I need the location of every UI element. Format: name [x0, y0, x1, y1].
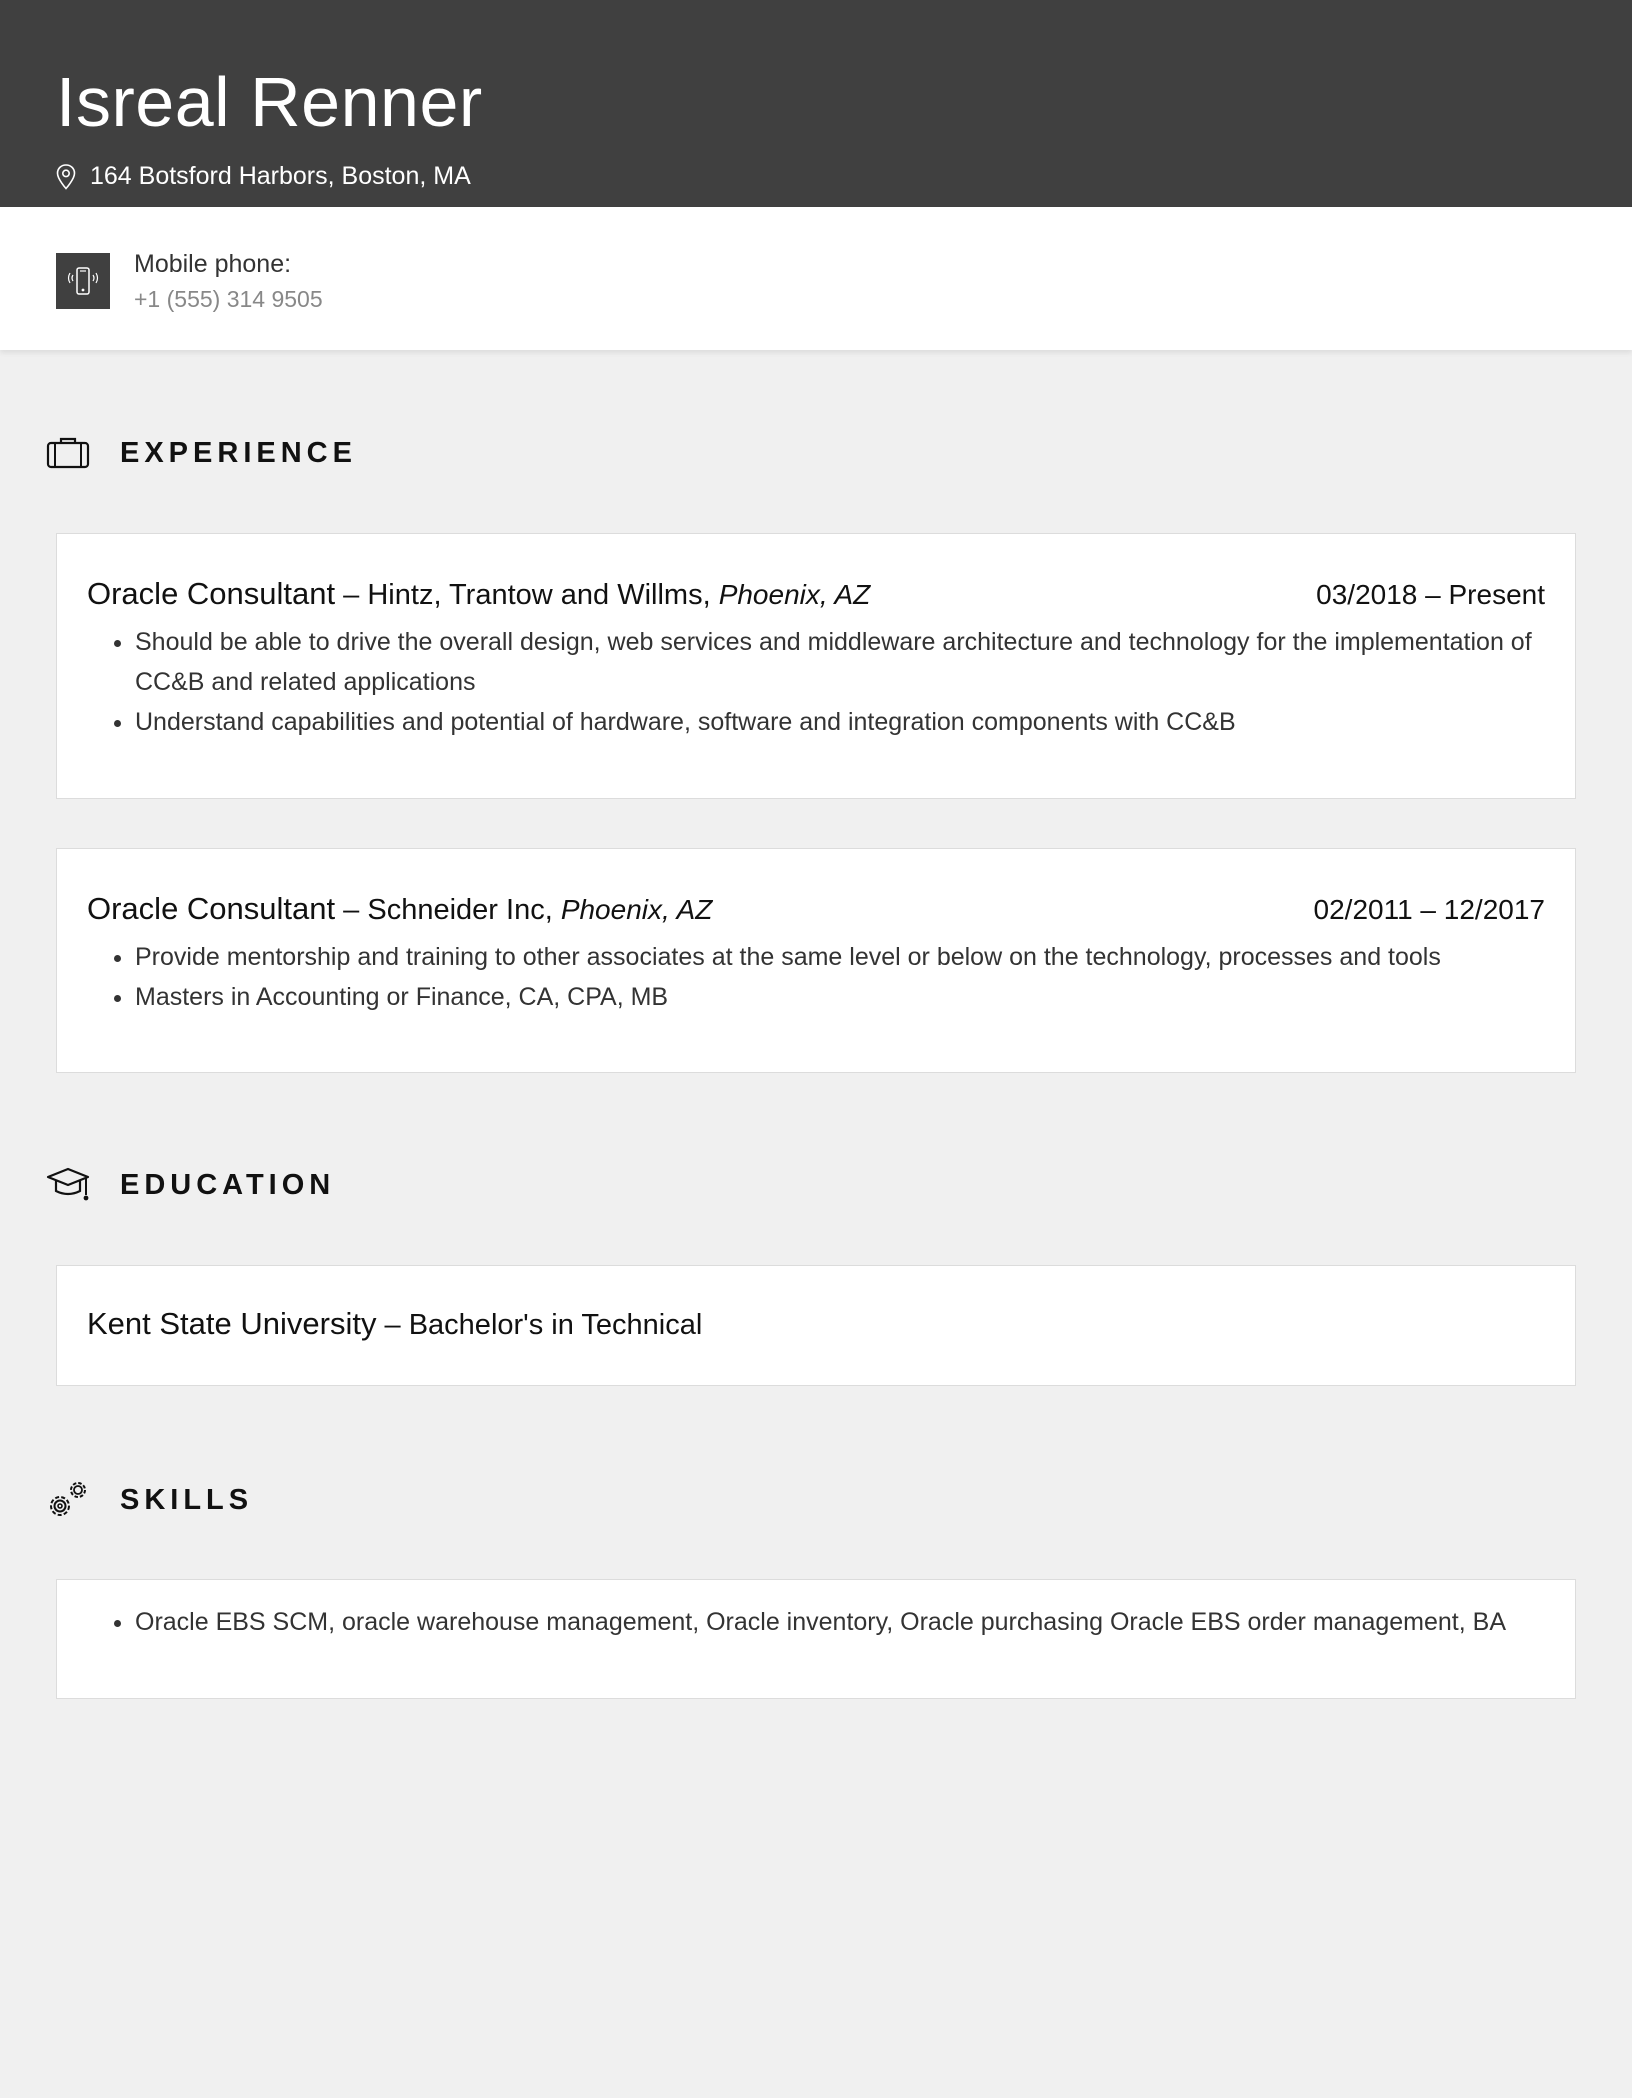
job-title: Oracle Consultant	[87, 576, 336, 611]
degree: – Bachelor's in Technical	[376, 1309, 703, 1341]
contact-bar	[0, 207, 1632, 350]
skills-list	[87, 1602, 1545, 1642]
address-text: 164 Botsford Harbors, Boston, MA	[90, 162, 471, 190]
experience-card-1	[56, 533, 1576, 799]
education-heading	[46, 1165, 335, 1205]
location-pin-icon	[56, 164, 76, 190]
job-title: Oracle Consultant	[87, 891, 336, 926]
experience-title: EXPERIENCE	[120, 436, 357, 469]
job-company: – Hintz, Trantow and Willms,	[335, 579, 719, 611]
school-name: Kent State University	[87, 1306, 377, 1341]
job-title-line	[87, 576, 870, 612]
job-bullets	[87, 622, 1545, 742]
job-location: Phoenix, AZ	[560, 894, 713, 925]
job-location: Phoenix, AZ	[718, 579, 871, 610]
mobile-phone-icon	[56, 253, 110, 309]
list-item: • Provide mentorship and training to other associates at the same level or below on the technology, processes and tools	[135, 937, 1545, 977]
job-dates: 03/2018 – Present	[1316, 579, 1545, 610]
resume-header	[0, 0, 1632, 207]
list-item: • Oracle EBS SCM, oracle warehouse management, Oracle inventory, Oracle purchasing Oracle EBS order management, BA	[135, 1602, 1545, 1642]
mobile-phone-label: Mobile phone:	[134, 250, 292, 278]
job-bullets	[87, 937, 1545, 1017]
education-title: EDUCATION	[120, 1168, 336, 1201]
job-dates: 02/2011 – 12/2017	[1313, 894, 1545, 925]
gears-icon	[46, 1478, 90, 1522]
experience-heading	[46, 435, 357, 471]
mobile-phone-value: +1 (555) 314 9505	[134, 286, 323, 312]
education-card	[56, 1265, 1576, 1386]
graduation-cap-icon	[46, 1165, 90, 1205]
skills-title: SKILLS	[120, 1483, 254, 1516]
education-line	[87, 1306, 1545, 1342]
skills-card	[56, 1579, 1576, 1699]
candidate-name: Isreal Renner	[56, 63, 483, 141]
job-company: – Schneider Inc,	[335, 894, 561, 926]
job-title-line	[87, 891, 712, 927]
list-item: • Should be able to drive the overall design, web services and middleware architecture and technology for the implementation of CC&B and related applications	[135, 622, 1545, 702]
briefcase-icon	[46, 435, 90, 471]
skills-heading	[46, 1478, 253, 1522]
list-item: • Understand capabilities and potential of hardware, software and integration components with CC&B	[135, 702, 1545, 742]
experience-card-2	[56, 848, 1576, 1073]
address-row	[56, 162, 1632, 191]
list-item: • Masters in Accounting or Finance, CA, CPA, MB	[135, 977, 1545, 1017]
